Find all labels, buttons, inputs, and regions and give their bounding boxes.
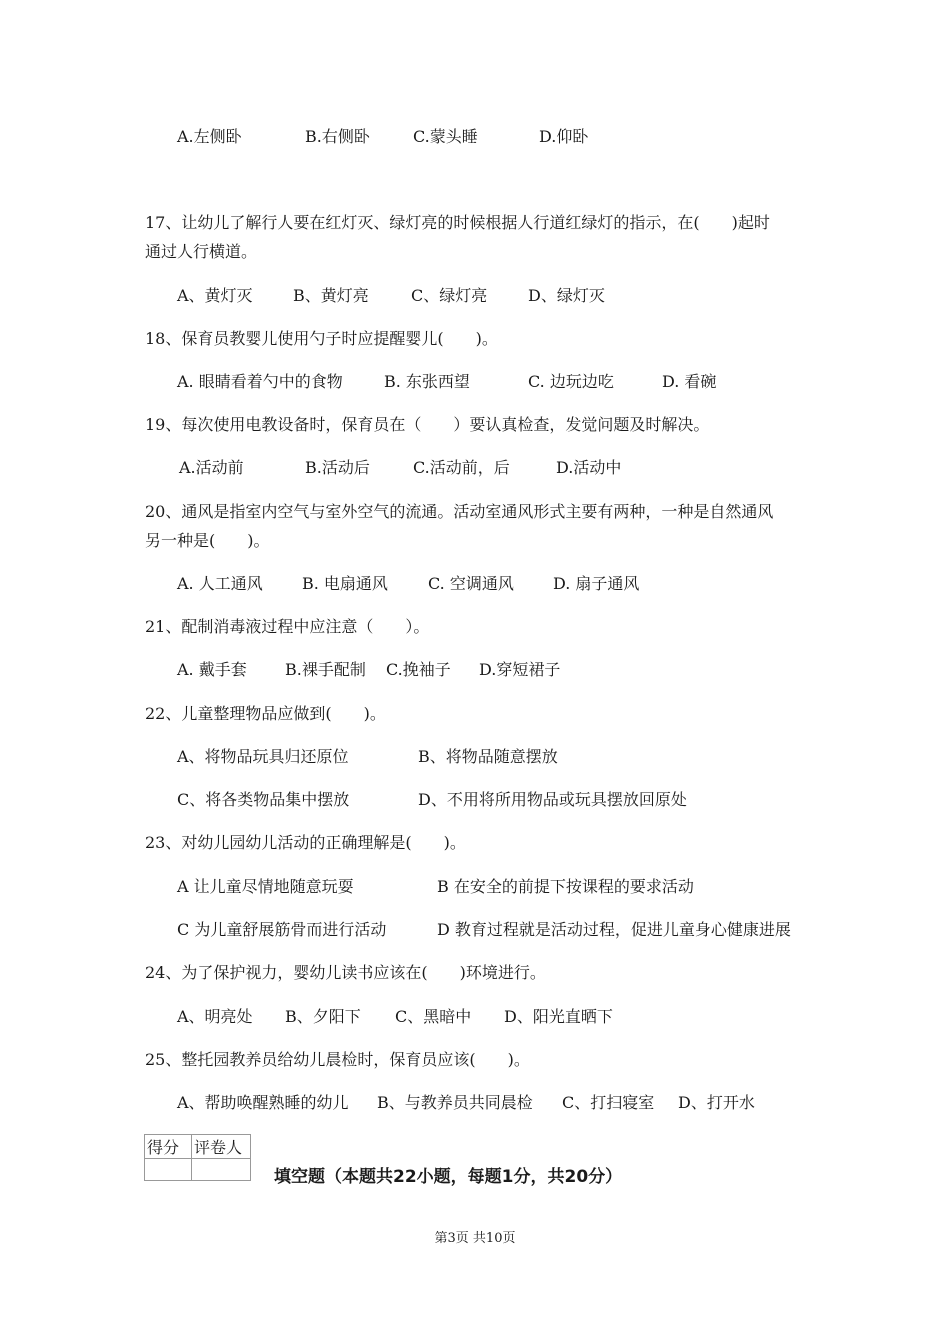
q16-option-a: A.左侧卧: [177, 127, 242, 146]
q21-option-c: C.挽袖子: [386, 660, 451, 679]
q23-question: 23、对幼儿园幼儿活动的正确理解是( )。: [145, 833, 466, 852]
q25-option-a: A、帮助唤醒熟睡的幼儿: [177, 1093, 349, 1112]
q21-option-b: B.裸手配制: [285, 660, 366, 679]
q22-option-b: B、将物品随意摆放: [418, 747, 558, 766]
q21-option-a: A. 戴手套: [177, 660, 247, 679]
section-title: 填空题（本题共22小题，每题1分，共20分）: [274, 1167, 623, 1187]
q19-option-a: A.活动前: [179, 458, 244, 477]
q25-option-c: C、打扫寝室: [562, 1093, 655, 1112]
q17-option-d: D、绿灯灭: [528, 286, 605, 305]
score-table: [144, 1134, 251, 1181]
q18-option-a: A. 眼睛看着勺中的食物: [177, 372, 343, 391]
q17-option-c: C、绿灯亮: [411, 286, 488, 305]
q17-question-line2: 通过人行横道。: [145, 242, 258, 261]
q16-option-c: C.蒙头睡: [413, 127, 478, 146]
q21-option-d: D.穿短裙子: [479, 660, 561, 679]
q23-option-d: D 教育过程就是活动过程，促进儿童身心健康进展: [437, 920, 791, 939]
q19-option-d: D.活动中: [556, 458, 622, 477]
q20-option-c: C. 空调通风: [428, 574, 514, 593]
q20-question-line2: 另一种是( )。: [145, 531, 270, 550]
q20-question-line1: 20、通风是指室内空气与室外空气的流通。活动室通风形式主要有两种，一种是自然通风: [145, 502, 774, 521]
q19-option-c: C.活动前，后: [413, 458, 510, 477]
q23-option-a: A 让儿童尽情地随意玩耍: [177, 877, 354, 896]
q24-option-d: D、阳光直晒下: [504, 1007, 613, 1026]
q18-option-c: C. 边玩边吃: [528, 372, 614, 391]
score-cell: [145, 1159, 192, 1181]
q22-option-a: A、将物品玩具归还原位: [177, 747, 349, 766]
score-label: 得分: [145, 1135, 192, 1159]
q24-question: 24、为了保护视力，婴幼儿读书应该在( )环境进行。: [145, 963, 546, 982]
q25-question: 25、整托园教养员给幼儿晨检时，保育员应该( )。: [145, 1050, 530, 1069]
q22-option-d: D、不用将所用物品或玩具摆放回原处: [418, 790, 687, 809]
q20-option-b: B. 电扇通风: [302, 574, 388, 593]
q17-question-line1: 17、让幼儿了解行人要在红灯灭、绿灯亮的时候根据人行道红绿灯的指示，在( )起时: [145, 213, 770, 232]
page-footer: 第3页 共10页: [434, 1231, 516, 1246]
q24-option-a: A、明亮处: [177, 1007, 253, 1026]
q19-option-b: B.活动后: [305, 458, 370, 477]
q21-question: 21、配制消毒液过程中应注意（ ）。: [145, 617, 430, 636]
q18-option-b: B. 东张西望: [384, 372, 470, 391]
q23-option-c: C 为儿童舒展筋骨而进行活动: [177, 920, 387, 939]
grader-label: 评卷人: [192, 1135, 251, 1159]
q24-option-c: C、黑暗中: [395, 1007, 472, 1026]
q18-option-d: D. 看碗: [662, 372, 717, 391]
q22-option-c: C、将各类物品集中摆放: [177, 790, 350, 809]
grader-cell: [192, 1159, 251, 1181]
q20-option-d: D. 扇子通风: [553, 574, 640, 593]
q25-option-d: D、打开水: [678, 1093, 755, 1112]
q22-question: 22、儿童整理物品应做到( )。: [145, 704, 386, 723]
q23-option-b: B 在安全的前提下按课程的要求活动: [437, 877, 694, 896]
q16-option-b: B.右侧卧: [305, 127, 370, 146]
q17-option-b: B、黄灯亮: [293, 286, 369, 305]
q25-option-b: B、与教养员共同晨检: [377, 1093, 533, 1112]
q24-option-b: B、夕阳下: [285, 1007, 361, 1026]
q20-option-a: A. 人工通风: [177, 574, 263, 593]
q17-option-a: A、黄灯灭: [177, 286, 253, 305]
q19-question: 19、每次使用电教设备时，保育员在（ ）要认真检查，发觉问题及时解决。: [145, 415, 710, 434]
q16-option-d: D.仰卧: [539, 127, 589, 146]
q18-question: 18、保育员教婴儿使用勺子时应提醒婴儿( )。: [145, 329, 498, 348]
